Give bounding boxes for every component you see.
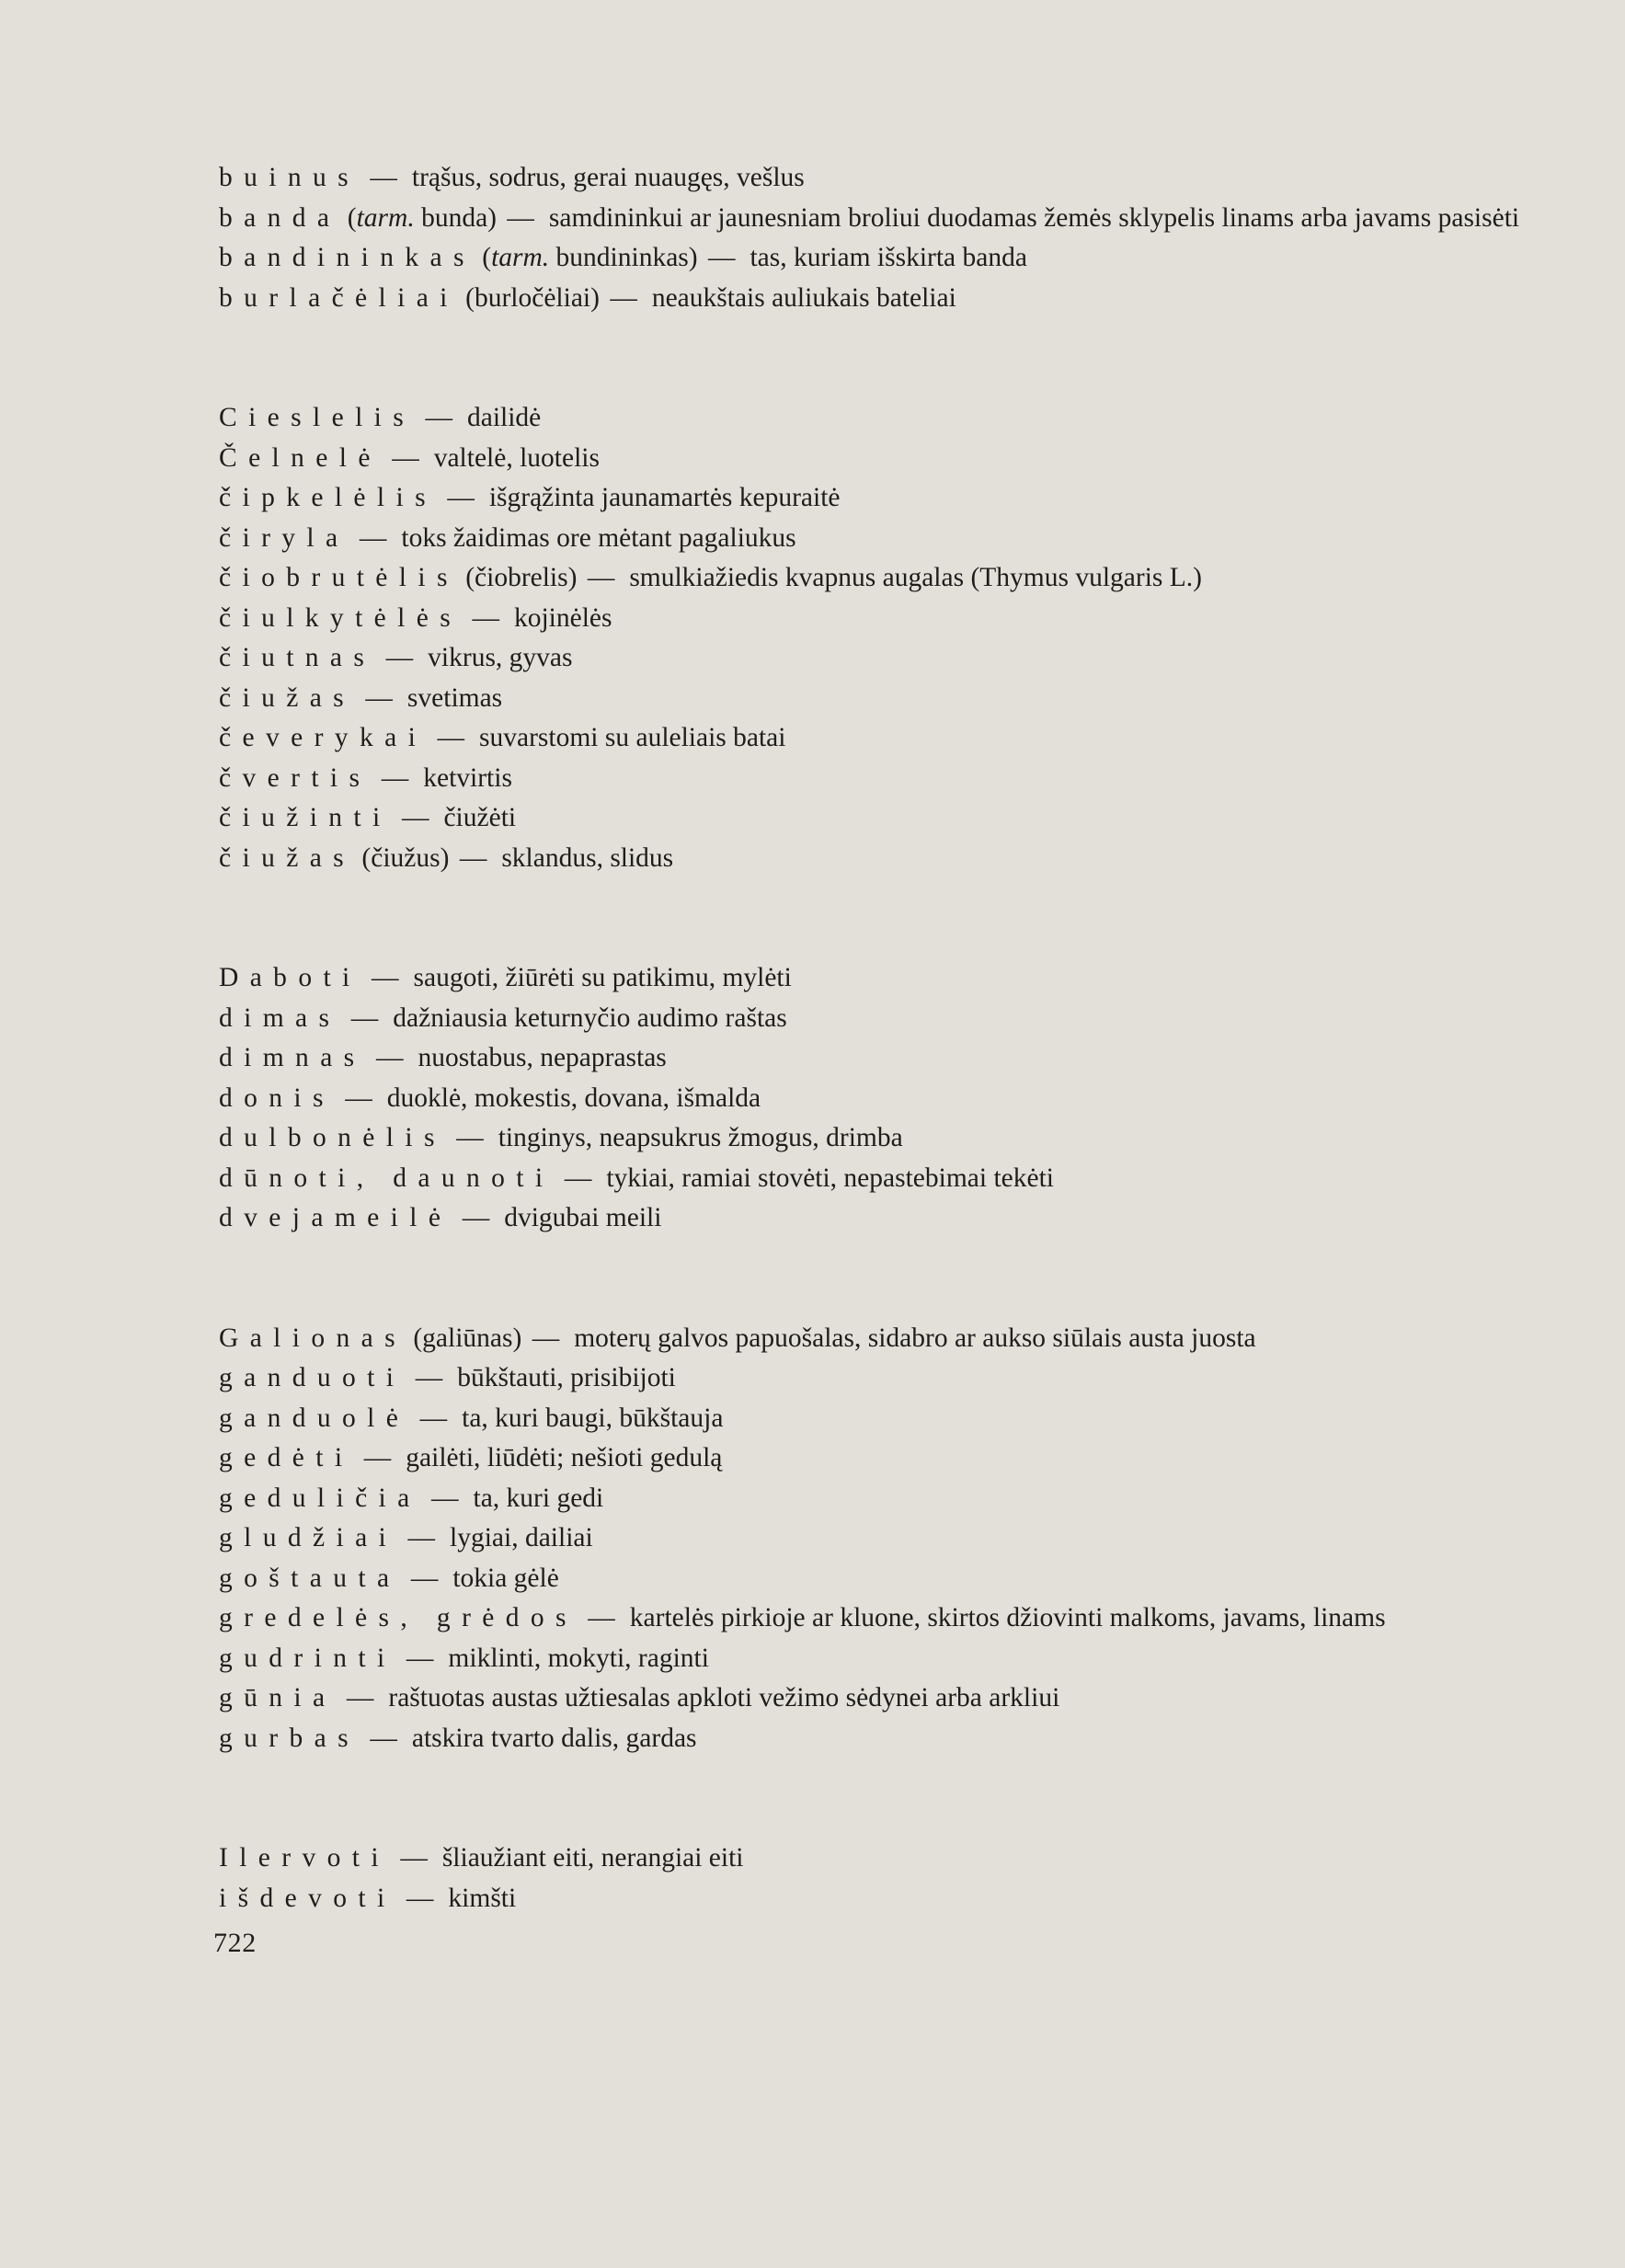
definition: raštuotas austas užtiesalas apkloti vežimo sėdynei arba arkliui xyxy=(388,1683,1060,1712)
em-dash-separator: — xyxy=(587,563,615,592)
glossary-entry xyxy=(219,279,1563,319)
glossary-entry xyxy=(219,519,1563,559)
variant-note: (burločėliai) xyxy=(465,282,600,313)
em-dash-separator: — xyxy=(410,1563,439,1593)
definition: ta, kuri gedi xyxy=(473,1483,604,1513)
em-dash-separator: — xyxy=(431,1483,459,1513)
glossary-entry xyxy=(219,478,1563,519)
em-dash-separator: — xyxy=(406,1883,434,1913)
headword: gludžiai xyxy=(219,1523,398,1552)
glossary-entry xyxy=(219,158,1563,199)
definition: trąšus, sodrus, gerai nuaugęs, vešlus xyxy=(411,163,805,192)
headword: gūnia xyxy=(219,1683,337,1712)
em-dash-separator: — xyxy=(462,1203,490,1232)
definition: samdininkui ar jaunesniam broliui duodamas žemės sklypelis linams arba javams pasisėti xyxy=(548,202,1520,233)
em-dash-separator: — xyxy=(437,723,465,752)
headword: ganduoti xyxy=(219,1363,406,1392)
headword: Daboti xyxy=(219,963,361,992)
section-b xyxy=(219,158,1563,318)
glossary-entry xyxy=(219,238,1563,279)
glossary-entry xyxy=(219,1719,1563,1759)
definition: valtelė, luotelis xyxy=(433,442,600,473)
em-dash-separator: — xyxy=(447,483,475,512)
definition: tykiai, ramiai stovėti, nepastebimai tekėti xyxy=(606,1163,1054,1193)
definition: išgrąžinta jaunamartės kepuraitė xyxy=(488,483,841,512)
definition: nuostabus, nepaprastas xyxy=(418,1043,667,1072)
definition: smulkiažiedis kvapnus augalas (Thymus vulgaris L.) xyxy=(629,563,1202,592)
definition: dažniausia keturnyčio audimo raštas xyxy=(393,1002,787,1033)
headword: čeverykai xyxy=(219,723,428,752)
glossary-entry xyxy=(219,1639,1563,1679)
variant-note: (čiobrelis) xyxy=(465,563,578,592)
headword: čiužinti xyxy=(219,803,392,832)
variant-note: (tarm. bunda) xyxy=(347,202,497,233)
headword: donis xyxy=(219,1082,335,1113)
em-dash-separator: — xyxy=(372,963,399,992)
definition: vikrus, gyvas xyxy=(428,643,573,672)
headword: čiužas xyxy=(219,842,356,873)
glossary-entry xyxy=(219,1358,1563,1399)
definition: suvarstomi su auleliais batai xyxy=(479,723,786,752)
headword: goštauta xyxy=(219,1563,401,1593)
glossary-entry xyxy=(219,999,1563,1039)
headword: burlačėliai xyxy=(219,282,459,313)
em-dash-separator: — xyxy=(401,803,429,832)
glossary-entry xyxy=(219,398,1563,439)
glossary-entry xyxy=(219,1879,1563,1919)
definition: neaukštais auliukais bateliai xyxy=(651,282,956,313)
em-dash-separator: — xyxy=(400,1843,428,1873)
glossary-entry xyxy=(219,958,1563,999)
glossary-entry xyxy=(219,1479,1563,1519)
variant-note: (čiužus) xyxy=(361,842,450,873)
glossary-entry xyxy=(219,1319,1563,1359)
glossary-entry xyxy=(219,1678,1563,1719)
glossary-entry xyxy=(219,599,1563,639)
definition: miklinti, mokyti, raginti xyxy=(448,1643,709,1673)
headword: dvejameilė xyxy=(219,1203,452,1232)
em-dash-separator: — xyxy=(406,1643,434,1673)
section-d xyxy=(219,958,1563,1239)
em-dash-separator: — xyxy=(385,643,414,672)
headword: dulbonėlis xyxy=(219,1123,446,1152)
headword: gedėti xyxy=(219,1443,354,1472)
headword: Cieslelis xyxy=(219,403,416,432)
em-dash-separator: — xyxy=(610,282,637,313)
glossary-entry xyxy=(219,1038,1563,1079)
em-dash-separator: — xyxy=(456,1123,484,1152)
definition: tinginys, neapsukrus žmogus, drimba xyxy=(498,1123,903,1152)
dialect-abbreviation: tarm. xyxy=(491,243,550,272)
definition: svetimas xyxy=(406,682,503,713)
glossary-entry xyxy=(219,798,1563,839)
headword: dimnas xyxy=(219,1043,366,1072)
glossary-entry xyxy=(219,439,1563,479)
glossary-entry xyxy=(219,1838,1563,1879)
definition: toks žaidimas ore mėtant pagaliukus xyxy=(401,522,796,553)
em-dash-separator: — xyxy=(392,442,419,473)
em-dash-separator: — xyxy=(346,1683,374,1712)
definition: kimšti xyxy=(448,1883,517,1913)
em-dash-separator: — xyxy=(507,202,534,233)
definition: duoklė, mokestis, dovana, išmalda xyxy=(386,1082,761,1113)
glossary-entry xyxy=(219,1438,1563,1479)
definition: sklandus, slidus xyxy=(501,842,674,873)
headword: Ilervoti xyxy=(219,1843,390,1873)
definition: saugoti, žiūrėti su patikimu, mylėti xyxy=(413,963,792,992)
headword: bandininkas xyxy=(219,243,475,272)
em-dash-separator: — xyxy=(365,682,393,713)
headword: išdevoti xyxy=(219,1883,396,1913)
headword: čipkelėlis xyxy=(219,483,437,512)
em-dash-separator: — xyxy=(707,243,736,272)
headword: čiulkytėlės xyxy=(219,602,463,633)
definition: dvigubai meili xyxy=(504,1203,662,1232)
glossary-entry xyxy=(219,199,1563,239)
headword: čiutnas xyxy=(219,643,376,672)
glossary-entry xyxy=(219,1559,1563,1599)
em-dash-separator: — xyxy=(419,1403,448,1433)
definition: lygiai, dailiai xyxy=(450,1523,593,1552)
headword: čvertis xyxy=(219,762,372,793)
headword: čiobrutėlis xyxy=(219,563,459,592)
headword: Galionas xyxy=(219,1323,406,1353)
em-dash-separator: — xyxy=(459,842,487,873)
definition: kojinėlės xyxy=(513,602,612,633)
glossary-entry xyxy=(219,679,1563,719)
glossary-entry xyxy=(219,839,1563,879)
definition: dailidė xyxy=(467,403,542,432)
headword: geduličia xyxy=(219,1483,421,1513)
definition: gailėti, liūdėti; nešioti gedulą xyxy=(406,1443,723,1472)
headword: gredelės, grėdos xyxy=(219,1603,578,1632)
variant-note: (galiūnas) xyxy=(413,1323,522,1353)
glossary-entry xyxy=(219,1159,1563,1199)
glossary-entry xyxy=(219,1518,1563,1559)
em-dash-separator: — xyxy=(588,1603,615,1632)
glossary-entry xyxy=(219,558,1563,599)
definition: moterų galvos papuošalas, sidabro ar aukso siūlais austa juosta xyxy=(574,1323,1256,1353)
definition: kartelės pirkioje ar kluone, skirtos džiovinti malkoms, javams, linams xyxy=(629,1603,1386,1632)
headword: gudrinti xyxy=(219,1643,396,1673)
em-dash-separator: — xyxy=(564,1163,592,1193)
definition: ketvirtis xyxy=(423,762,512,793)
headword: buinus xyxy=(219,163,360,192)
definition: būkštauti, prisibijoti xyxy=(457,1363,676,1392)
variant-note: (tarm. bundininkas) xyxy=(482,243,698,272)
glossary-entry xyxy=(219,718,1563,759)
em-dash-separator: — xyxy=(370,1723,397,1753)
glossary-entry xyxy=(219,759,1563,799)
em-dash-separator: — xyxy=(370,163,397,192)
glossary-entry xyxy=(219,1079,1563,1119)
em-dash-separator: — xyxy=(350,1002,379,1033)
headword: čiužas xyxy=(219,682,356,713)
headword: dimas xyxy=(219,1002,341,1033)
em-dash-separator: — xyxy=(359,522,387,553)
glossary-entry xyxy=(219,1198,1563,1239)
section-c xyxy=(219,398,1563,878)
section-g xyxy=(219,1319,1563,1759)
em-dash-separator: — xyxy=(472,602,499,633)
definition: atskira tvarto dalis, gardas xyxy=(411,1723,697,1753)
headword: gurbas xyxy=(219,1723,360,1753)
definition: šliaužiant eiti, nerangiai eiti xyxy=(441,1843,744,1873)
headword: Čelnelė xyxy=(219,442,382,473)
em-dash-separator: — xyxy=(425,403,452,432)
em-dash-separator: — xyxy=(345,1082,372,1113)
glossary-list xyxy=(219,158,1563,1919)
section-i xyxy=(219,1838,1563,1919)
headword: čiryla xyxy=(219,522,349,553)
em-dash-separator: — xyxy=(375,1043,404,1072)
em-dash-separator: — xyxy=(363,1443,392,1472)
headword: ganduolė xyxy=(219,1403,410,1433)
em-dash-separator: — xyxy=(407,1523,436,1552)
definition: čiužėti xyxy=(443,803,517,832)
definition: tas, kuriam išskirta banda xyxy=(750,243,1027,272)
definition: tokia gėlė xyxy=(452,1563,559,1593)
em-dash-separator: — xyxy=(532,1323,560,1353)
em-dash-separator: — xyxy=(381,762,409,793)
glossary-entry xyxy=(219,1118,1563,1159)
headword: dūnoti, daunoti xyxy=(219,1163,555,1193)
headword: banda xyxy=(219,202,341,233)
glossary-entry xyxy=(219,1399,1563,1439)
page-number: 722 xyxy=(213,1928,257,1958)
em-dash-separator: — xyxy=(415,1363,443,1392)
dialect-abbreviation: tarm. xyxy=(356,202,415,233)
glossary-entry xyxy=(219,638,1563,679)
glossary-entry xyxy=(219,1598,1563,1639)
definition: ta, kuri baugi, būkštauja xyxy=(462,1403,724,1433)
